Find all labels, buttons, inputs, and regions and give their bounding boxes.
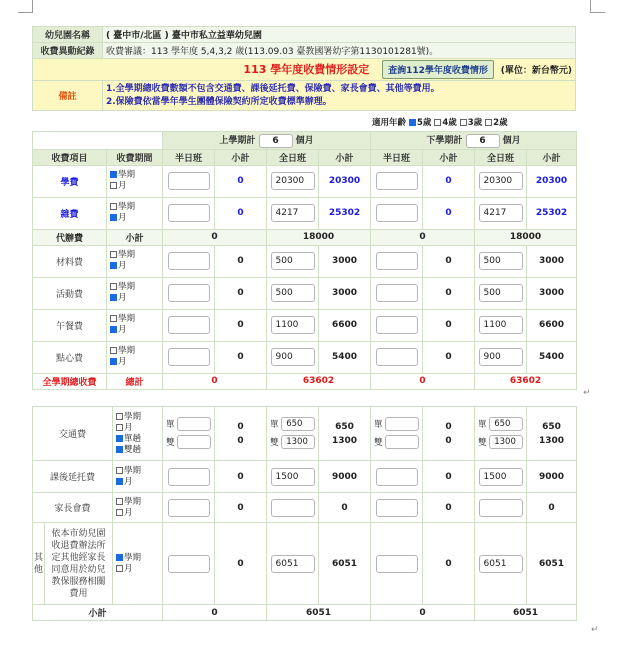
first-term-months-input[interactable]: 6 (259, 134, 293, 148)
subtotal-cell: 3000 (527, 245, 577, 277)
age-2-checkbox[interactable] (485, 119, 492, 126)
subtotal-cell: 0 (215, 493, 267, 523)
agency-subtotal-label: 小計 (107, 229, 163, 245)
month-checkbox[interactable] (110, 294, 117, 301)
row-lunch: 午餐費 (33, 309, 107, 341)
period-options: 學期 月 (107, 165, 163, 197)
term-checkbox[interactable] (116, 413, 123, 420)
single-trip-checkbox[interactable] (116, 435, 123, 442)
subtotal-cell: 20300 (319, 165, 371, 197)
subtotal-cell: 9000 (527, 461, 577, 493)
half-input[interactable] (376, 348, 418, 366)
row-parents-fee: 家長會費 (33, 493, 113, 523)
subtotal-cell: 650 1300 (527, 407, 577, 461)
row-material: 材料費 (33, 245, 107, 277)
other-group-label: 其他 (33, 523, 45, 605)
subtotal-cell: 0 (215, 523, 267, 605)
full-input[interactable] (479, 499, 523, 517)
row-extended-care: 課後延托費 (33, 461, 113, 493)
table-row (33, 277, 577, 309)
full-double-input[interactable]: 1300 (281, 435, 315, 449)
half-input[interactable] (168, 284, 210, 302)
fee-table (32, 131, 577, 390)
subtotal-cell: 0 (423, 461, 475, 493)
full-single-input[interactable]: 650 (489, 417, 523, 431)
half-input[interactable] (376, 172, 418, 190)
half-input[interactable] (168, 348, 210, 366)
full-input[interactable]: 4217 (271, 204, 315, 222)
age-option-label: 4歲 (442, 118, 457, 128)
period-options: 學期 月 (113, 493, 163, 523)
subtotal-cell: 0 (423, 277, 475, 309)
half-input[interactable] (168, 316, 210, 334)
table-row (33, 373, 577, 389)
full-input[interactable]: 900 (271, 348, 315, 366)
table-row (33, 493, 577, 523)
row-transport: 交通費 (33, 407, 113, 461)
term-checkbox[interactable] (110, 347, 117, 354)
period-options: 學期 月 (107, 277, 163, 309)
agency-full-1: 18000 (267, 229, 371, 245)
table-row (33, 229, 577, 245)
full-input[interactable]: 900 (479, 348, 523, 366)
full-input[interactable]: 500 (479, 284, 523, 302)
title-bar (33, 59, 576, 81)
total-full-1: 63602 (267, 373, 371, 389)
full-single-input[interactable]: 650 (281, 417, 315, 431)
full-input[interactable]: 500 (479, 252, 523, 270)
subtotal-cell: 0 0 (215, 407, 267, 461)
age-option-label: 3歲 (467, 118, 483, 128)
half-input[interactable] (168, 468, 210, 486)
table-row (33, 165, 577, 197)
other-subtotal-label: 小計 (33, 605, 163, 621)
subtotal-cell: 0 (215, 165, 267, 197)
col-subtotal: 小計 (319, 149, 371, 165)
month-checkbox[interactable] (116, 509, 123, 516)
page-corner-mark (590, 0, 605, 13)
table-row (33, 309, 577, 341)
row-other-desc: 依本市幼兒園 收退費辦法所 定其他經家長 同意用於幼兒 教保服務相關 費用 (45, 523, 113, 605)
col-period: 收費期間 (107, 149, 163, 165)
full-input[interactable]: 20300 (271, 172, 315, 190)
subtotal-cell: 20300 (527, 165, 577, 197)
month-checkbox[interactable] (116, 565, 123, 572)
full-input[interactable]: 1500 (479, 468, 523, 486)
col-half: 半日班 (371, 149, 423, 165)
total-half-1: 0 (163, 373, 267, 389)
half-input[interactable] (168, 204, 210, 222)
period-options: 學期 月 (107, 197, 163, 229)
subtotal-cell: 0 (527, 493, 577, 523)
half-single-input[interactable] (385, 417, 419, 431)
half-input[interactable] (376, 204, 418, 222)
query-112-button[interactable]: 查詢112學年度收費情形 (382, 60, 494, 79)
return-mark: ↵ (583, 388, 591, 398)
table-row (33, 461, 577, 493)
full-input[interactable] (271, 499, 315, 517)
subtotal-cell: 0 (215, 245, 267, 277)
full-input[interactable]: 500 (271, 252, 315, 270)
age-label: 適用年齡 (372, 118, 407, 128)
subtotal-cell: 25302 (319, 197, 371, 229)
age-option-label: 5歲 (416, 118, 432, 128)
table-row (33, 197, 577, 229)
subtotal-cell: 0 (423, 197, 475, 229)
currency-unit: (單位：新台幣元) (500, 66, 572, 76)
age-5-checkbox[interactable] (409, 119, 416, 126)
subtotal-cell: 9000 (319, 461, 371, 493)
term-checkbox[interactable] (116, 554, 123, 561)
half-input[interactable] (376, 252, 418, 270)
row-tuition: 學費 (33, 165, 107, 197)
term-checkbox[interactable] (116, 498, 123, 505)
row-total: 全學期總收費 (33, 373, 107, 389)
subtotal-cell: 5400 (319, 341, 371, 373)
term-checkbox[interactable] (110, 171, 117, 178)
half-input[interactable] (376, 499, 418, 517)
fee-change-label: 收費異動紀錄 (33, 43, 103, 59)
school-name-value: ( 臺中市/北區 ) 臺中市私立益華幼兒園 (103, 27, 576, 43)
half-input[interactable] (168, 555, 210, 573)
fee-change-value: 收費審議：113 學年度 5,4,3,2 歲(113.09.03 臺教國署幼字第1130101281號)。 (103, 43, 576, 59)
other-half-2: 0 (371, 605, 475, 621)
full-double-input[interactable]: 1300 (489, 435, 523, 449)
agency-full-2: 18000 (475, 229, 577, 245)
half-input[interactable] (376, 316, 418, 334)
subtotal-cell: 0 (423, 493, 475, 523)
term-checkbox[interactable] (110, 315, 117, 322)
col-full: 全日班 (267, 149, 319, 165)
subtotal-cell: 0 0 (423, 407, 475, 461)
row-snack: 點心費 (33, 341, 107, 373)
full-input[interactable]: 1100 (271, 316, 315, 334)
total-full-2: 63602 (475, 373, 577, 389)
subtotal-cell: 3000 (319, 245, 371, 277)
period-options: 學期 月 (107, 309, 163, 341)
page-title: 113 學年度收費情形設定 (243, 63, 370, 76)
half-input[interactable] (168, 172, 210, 190)
table-row (33, 341, 577, 373)
row-activity: 活動費 (33, 277, 107, 309)
other-full-1: 6051 (267, 605, 371, 621)
col-item: 收費項目 (33, 149, 107, 165)
table-row (33, 523, 577, 605)
subtotal-cell: 6600 (319, 309, 371, 341)
other-half-1: 0 (163, 605, 267, 621)
table-row (33, 605, 577, 621)
term-checkbox[interactable] (110, 203, 117, 210)
subtotal-cell: 0 (423, 309, 475, 341)
full-input[interactable]: 1100 (479, 316, 523, 334)
total-half-2: 0 (371, 373, 475, 389)
col-subtotal: 小計 (215, 149, 267, 165)
half-input[interactable] (376, 284, 418, 302)
col-full: 全日班 (475, 149, 527, 165)
other-full-2: 6051 (475, 605, 577, 621)
month-checkbox[interactable] (116, 478, 123, 485)
note-line: 2.保險費依當學年學生團體保險契約所定收費標準辦理。 (106, 96, 332, 107)
full-input[interactable]: 20300 (479, 172, 523, 190)
full-input[interactable]: 4217 (479, 204, 523, 222)
period-options: 學期 月 (113, 461, 163, 493)
full-input[interactable]: 6051 (271, 555, 315, 573)
agency-half-2: 0 (371, 229, 475, 245)
subtotal-cell: 0 (215, 197, 267, 229)
subtotal-cell: 3000 (319, 277, 371, 309)
period-options: 學期 月 單趟 雙趟 (113, 407, 163, 461)
total-label: 總計 (107, 373, 163, 389)
row-agency: 代辦費 (33, 229, 107, 245)
subtotal-cell: 0 (215, 341, 267, 373)
term-checkbox[interactable] (116, 467, 123, 474)
second-term-months-input[interactable]: 6 (466, 134, 500, 148)
half-double-input[interactable] (177, 435, 211, 449)
school-info-table (32, 26, 576, 111)
subtotal-cell: 6600 (527, 309, 577, 341)
note-text (103, 81, 576, 111)
subtotal-cell: 0 (423, 245, 475, 277)
half-input[interactable] (168, 499, 210, 517)
first-term-header: 上學期計 6 個月 (163, 132, 371, 150)
period-options: 學期 月 (107, 341, 163, 373)
subtotal-cell: 0 (423, 341, 475, 373)
month-checkbox[interactable] (110, 214, 117, 221)
half-single-input[interactable] (177, 417, 211, 431)
age-selector (372, 116, 508, 128)
subtotal-cell: 6051 (527, 523, 577, 605)
subtotal-cell: 0 (215, 277, 267, 309)
subtotal-cell: 0 (319, 493, 371, 523)
full-input[interactable]: 1500 (271, 468, 315, 486)
month-checkbox[interactable] (110, 182, 117, 189)
half-input[interactable] (376, 468, 418, 486)
col-subtotal: 小計 (423, 149, 475, 165)
table-row (33, 245, 577, 277)
half-double-input[interactable] (385, 435, 419, 449)
subtotal-cell: 5400 (527, 341, 577, 373)
month-checkbox[interactable] (110, 262, 117, 269)
month-checkbox[interactable] (110, 358, 117, 365)
col-subtotal: 小計 (527, 149, 577, 165)
return-mark: ↵ (591, 625, 599, 635)
month-checkbox[interactable] (110, 326, 117, 333)
month-checkbox[interactable] (116, 424, 123, 431)
row-misc: 雜費 (33, 197, 107, 229)
period-options: 學期 月 (113, 523, 163, 605)
subtotal-cell: 0 (215, 309, 267, 341)
subtotal-cell: 0 (423, 165, 475, 197)
period-options: 學期 月 (107, 245, 163, 277)
agency-half-1: 0 (163, 229, 267, 245)
age-3-checkbox[interactable] (460, 119, 467, 126)
second-term-header: 下學期計 6 個月 (371, 132, 577, 150)
table-row: 交通費 學期 月 單趟 雙趟 單 雙 0 0 單 650 雙 1300 650 1300 單 雙 0 0 單 650 雙 1300 650 1300 (33, 407, 577, 461)
term-checkbox[interactable] (110, 251, 117, 258)
school-name-label: 幼兒園名稱 (33, 27, 103, 43)
col-half: 半日班 (163, 149, 215, 165)
other-fee-table (32, 406, 577, 621)
age-4-checkbox[interactable] (434, 119, 441, 126)
term-checkbox[interactable] (110, 283, 117, 290)
half-input[interactable] (376, 555, 418, 573)
age-option-label: 2歲 (493, 118, 508, 128)
full-input[interactable]: 500 (271, 284, 315, 302)
note-label: 備註 (33, 81, 103, 111)
page-corner-mark (18, 0, 33, 13)
subtotal-cell: 6051 (319, 523, 371, 605)
double-trip-checkbox[interactable] (116, 446, 123, 453)
subtotal-cell: 0 (215, 461, 267, 493)
subtotal-cell: 0 (423, 523, 475, 605)
subtotal-cell: 650 1300 (319, 407, 371, 461)
note-line: 1.全學期總收費數額不包含交通費、課後延托費、保險費、家長會費、其他等費用。 (106, 83, 440, 94)
full-input[interactable]: 6051 (479, 555, 523, 573)
half-input[interactable] (168, 252, 210, 270)
subtotal-cell: 3000 (527, 277, 577, 309)
subtotal-cell: 25302 (527, 197, 577, 229)
